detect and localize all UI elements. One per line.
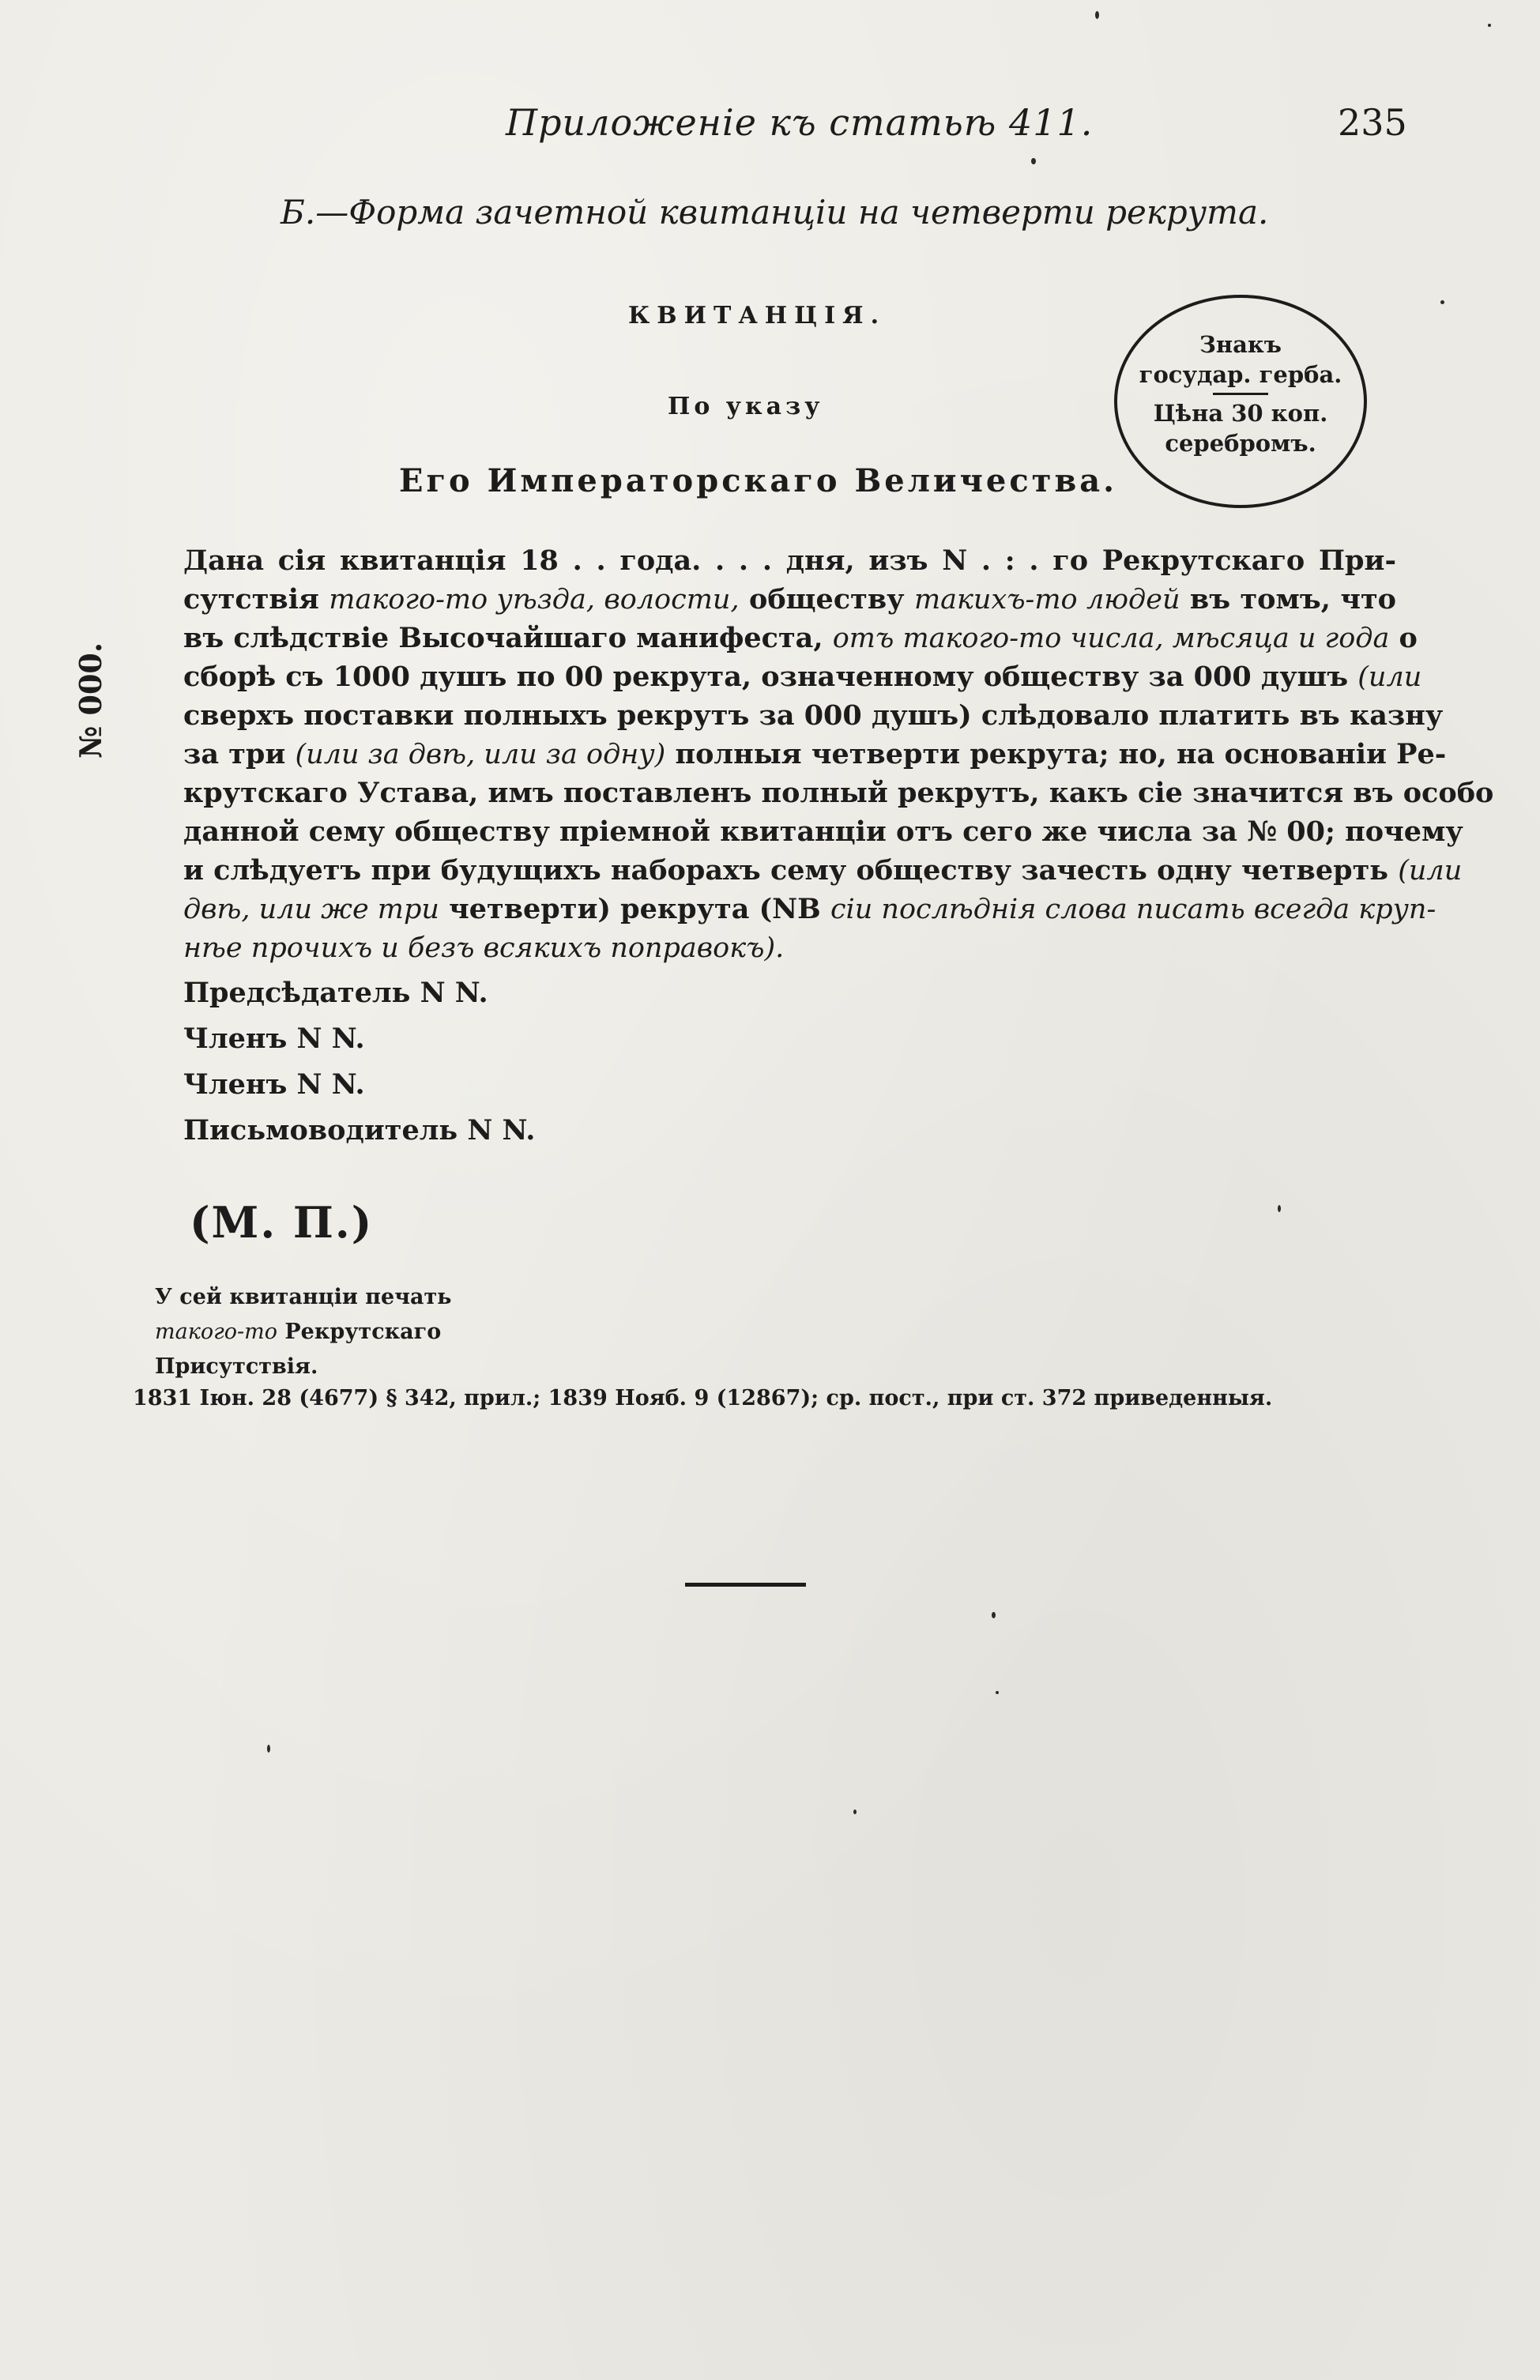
stamp-line: серебромъ. [1165, 430, 1316, 457]
paper-speck [1440, 300, 1444, 304]
body-text-run: въ слѣдствіе Высочайшаго манифеста, [183, 622, 833, 654]
body-italic-run: такого-то уѣзда, волости, [329, 584, 740, 616]
state-emblem-stamp [1114, 295, 1367, 508]
paper-speck [996, 1691, 999, 1694]
body-line [183, 619, 1418, 657]
body-line [183, 851, 1463, 890]
body-line [183, 541, 1396, 580]
signature-member: Членъ N N. [183, 1022, 365, 1055]
form-subtitle: Б.—Форма зачетной квитанціи на четверти рекрута. [281, 193, 1269, 232]
paper-speck [853, 1809, 857, 1814]
body-italic-run: сіи послѣднія слова писать всегда круп- [830, 894, 1436, 925]
stamp-line: Знакъ [1199, 331, 1282, 358]
paper-speck [267, 1745, 270, 1753]
body-text-run: крутскаго Устава, имъ поставленъ полный рекрутъ, какъ сіе значится въ особо [183, 777, 1494, 809]
body-line [183, 928, 1396, 967]
body-line [183, 735, 1447, 774]
body-line [183, 774, 1494, 812]
body-text-run: полныя четверти рекрута; но, на основаніи Ре- [665, 738, 1447, 770]
body-text-run: четверти) рекрута (NB [439, 893, 830, 925]
body-text-run: сборѣ съ 1000 душъ по 00 рекрута, означенному обществу за 000 душъ [183, 661, 1358, 693]
seal-note-italic: такого-то [155, 1320, 277, 1344]
paper-speck [1488, 24, 1491, 27]
seal-note-line: У сей квитанціи печать [155, 1285, 452, 1309]
stamp-line: государ. герба. [1139, 361, 1342, 388]
body-text-run: въ томъ, что [1180, 583, 1397, 616]
body-text-run: сутствія [183, 583, 329, 616]
body-line [183, 657, 1422, 696]
body-italic-run: двѣ, или же три [183, 894, 439, 925]
page-number: 235 [1338, 101, 1407, 144]
seal-note-line [155, 1315, 452, 1350]
body-text-run: и слѣдуетъ при будущихъ наборахъ сему обществу зачесть одну четверть [183, 854, 1399, 887]
decree-line: По указу [668, 393, 824, 420]
receipt-body [183, 541, 1494, 967]
body-italic-run: (или [1357, 661, 1422, 693]
seal-note-text: Рекрутскаго [277, 1320, 442, 1344]
body-italic-run: отъ такого-то числа, мѣсяца и года [832, 623, 1390, 654]
body-text-run: за три [183, 738, 296, 770]
paper-speck [1031, 158, 1036, 164]
signature-chairman: Предсѣдатель N N. [183, 977, 488, 1009]
body-text-run: сверхъ поставки полныхъ рекрутъ за 000 душъ) слѣдовало платить въ казну [183, 699, 1444, 732]
seal-place-mark: (М. П.) [190, 1197, 374, 1248]
stamp-line: Цѣна 30 коп. [1153, 400, 1328, 427]
side-receipt-number: № 000. [73, 642, 108, 759]
body-line [183, 812, 1463, 851]
body-text-run: о [1389, 622, 1418, 654]
body-italic-run: (или [1398, 855, 1463, 887]
receipt-title: КВИТАНЦІЯ. [628, 302, 887, 330]
body-line [183, 580, 1396, 619]
signature-member: Членъ N N. [183, 1068, 365, 1101]
body-text-run: обществу [739, 583, 914, 616]
body-italic-run: (или за двѣ, или за одну) [295, 739, 666, 770]
seal-note-line: Присутствія. [155, 1354, 318, 1379]
paper-speck [1278, 1205, 1281, 1212]
paper-speck [992, 1612, 996, 1618]
running-header: Приложеніе къ статьѣ 411. [506, 101, 1094, 144]
closing-rule [685, 1583, 806, 1587]
body-italic-run: такихъ-то людей [913, 584, 1180, 616]
body-text-run: данной сему обществу пріемной квитанціи отъ сего же числа за № 00; почему [183, 815, 1463, 848]
majesty-line: Его Императорскаго Величества. [399, 462, 1118, 499]
signature-clerk: Письмоводитель N N. [183, 1114, 536, 1147]
body-text-run: Дана сія квитанція 18 . . года. . . . дня, изъ N . : . го Рекрутскаго При- [183, 544, 1396, 577]
legal-citation: 1831 Іюн. 28 (4677) § 342, прил.; 1839 Нояб. 9 (12867); ср. пост., при ст. 372 приведенныя. [133, 1386, 1273, 1410]
body-italic-run: нѣе прочихъ и безъ всякихъ поправокъ). [183, 932, 785, 964]
body-line [183, 696, 1444, 735]
body-line [183, 890, 1436, 928]
signature-block [183, 970, 535, 1154]
paper-speck [1095, 11, 1099, 19]
seal-note [155, 1280, 452, 1384]
stamp-divider [1213, 393, 1268, 395]
